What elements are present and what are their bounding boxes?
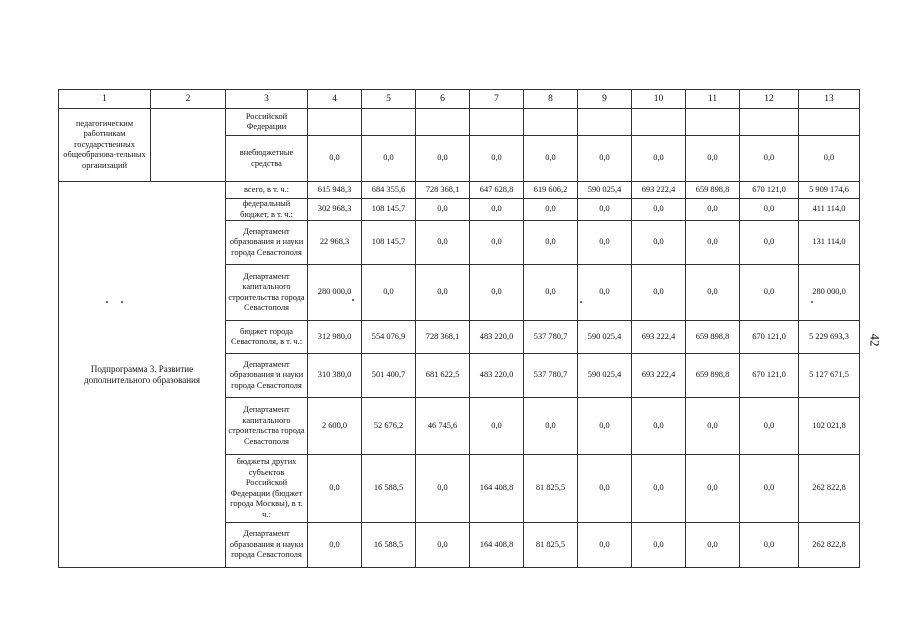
value-cell: 693 222,4 <box>632 182 686 199</box>
value-cell: 0,0 <box>740 455 799 523</box>
scan-speck <box>580 301 582 303</box>
value-cell: 81 825,5 <box>524 523 578 568</box>
table-row <box>59 182 860 199</box>
value-cell: 693 222,4 <box>632 321 686 354</box>
value-cell <box>740 109 799 136</box>
value-cell: 2 600,0 <box>308 398 362 455</box>
funding-source-cell: федеральный бюджет, в т. ч.: <box>226 199 308 221</box>
value-cell: 0,0 <box>308 455 362 523</box>
value-cell: 537 780,7 <box>524 321 578 354</box>
value-cell: 312 980,0 <box>308 321 362 354</box>
value-cell: 0,0 <box>470 265 524 321</box>
table-row <box>59 109 860 136</box>
value-cell: 670 121,0 <box>740 321 799 354</box>
value-cell: 0,0 <box>686 221 740 265</box>
value-cell: 0,0 <box>686 455 740 523</box>
value-cell: 0,0 <box>740 199 799 221</box>
value-cell: 590 025,4 <box>578 182 632 199</box>
value-cell: 5 229 693,3 <box>799 321 860 354</box>
value-cell: 590 025,4 <box>578 321 632 354</box>
value-cell: 0,0 <box>308 136 362 182</box>
column-header: 6 <box>416 90 470 109</box>
value-cell <box>686 109 740 136</box>
funding-source-cell: Департамент образования и науки города Севастополя <box>226 221 308 265</box>
value-cell: 684 355,6 <box>362 182 416 199</box>
value-cell: 164 408,8 <box>470 523 524 568</box>
value-cell: 16 588,5 <box>362 523 416 568</box>
value-cell: 5 909 174,6 <box>799 182 860 199</box>
value-cell: 0,0 <box>740 265 799 321</box>
page-number: 42 <box>867 333 883 347</box>
value-cell: 590 025,4 <box>578 354 632 398</box>
value-cell: 0,0 <box>686 199 740 221</box>
value-cell: 483 220,0 <box>470 321 524 354</box>
value-cell <box>524 109 578 136</box>
value-cell: 537 780,7 <box>524 354 578 398</box>
value-cell <box>416 109 470 136</box>
column-header: 7 <box>470 90 524 109</box>
value-cell: 0,0 <box>578 398 632 455</box>
value-cell: 0,0 <box>416 136 470 182</box>
funding-source-cell: бюджеты других субъектов Российской Федерации (бюджет города Москвы), в т. ч.: <box>226 455 308 523</box>
value-cell: 0,0 <box>686 398 740 455</box>
value-cell: 0,0 <box>470 221 524 265</box>
value-cell <box>308 109 362 136</box>
column-header: 11 <box>686 90 740 109</box>
funding-source-cell: Департамент образования и науки города Севастополя <box>226 354 308 398</box>
value-cell: 0,0 <box>524 265 578 321</box>
scan-speck <box>121 301 123 303</box>
funding-source-cell: Департамент образования и науки города Севастополя <box>226 523 308 568</box>
value-cell <box>632 109 686 136</box>
value-cell: 659 898,8 <box>686 321 740 354</box>
value-cell: 728 368,1 <box>416 182 470 199</box>
value-cell: 0,0 <box>632 221 686 265</box>
funding-source-cell: бюджет города Севастополя, в т. ч.: <box>226 321 308 354</box>
value-cell: 619 606,2 <box>524 182 578 199</box>
value-cell: 0,0 <box>686 136 740 182</box>
value-cell: 0,0 <box>799 136 860 182</box>
value-cell: 411 114,0 <box>799 199 860 221</box>
value-cell: 728 368,1 <box>416 321 470 354</box>
value-cell: 302 968,3 <box>308 199 362 221</box>
executor-cell <box>151 109 226 182</box>
value-cell <box>578 109 632 136</box>
column-header: 1 <box>59 90 151 109</box>
value-cell: 0,0 <box>740 523 799 568</box>
value-cell: 0,0 <box>470 199 524 221</box>
column-header: 4 <box>308 90 362 109</box>
value-cell: 0,0 <box>740 398 799 455</box>
value-cell: 16 588,5 <box>362 455 416 523</box>
value-cell: 0,0 <box>632 398 686 455</box>
value-cell: 0,0 <box>686 265 740 321</box>
value-cell: 108 145,7 <box>362 199 416 221</box>
value-cell: 0,0 <box>632 523 686 568</box>
column-header: 9 <box>578 90 632 109</box>
column-header: 8 <box>524 90 578 109</box>
value-cell: 5 127 671,5 <box>799 354 860 398</box>
value-cell <box>470 109 524 136</box>
value-cell: 262 822,8 <box>799 523 860 568</box>
value-cell: 0,0 <box>416 199 470 221</box>
value-cell: 0,0 <box>524 221 578 265</box>
value-cell: 0,0 <box>578 136 632 182</box>
scan-speck <box>352 299 354 301</box>
column-header: 5 <box>362 90 416 109</box>
value-cell: 0,0 <box>632 199 686 221</box>
value-cell: 102 021,8 <box>799 398 860 455</box>
value-cell: 693 222,4 <box>632 354 686 398</box>
value-cell: 0,0 <box>578 221 632 265</box>
value-cell: 0,0 <box>416 265 470 321</box>
value-cell <box>799 109 860 136</box>
funding-source-cell: Департамент капитального строительства города Севастополя <box>226 398 308 455</box>
value-cell: 131 114,0 <box>799 221 860 265</box>
value-cell: 0,0 <box>524 199 578 221</box>
budget-table <box>58 89 860 568</box>
value-cell: 0,0 <box>578 199 632 221</box>
funding-source-cell: Российской Федерации <box>226 109 308 136</box>
value-cell: 501 400,7 <box>362 354 416 398</box>
scan-speck <box>811 301 813 303</box>
value-cell: 310 380,0 <box>308 354 362 398</box>
value-cell: 483 220,0 <box>470 354 524 398</box>
value-cell: 0,0 <box>470 136 524 182</box>
value-cell: 670 121,0 <box>740 354 799 398</box>
value-cell <box>362 109 416 136</box>
value-cell: 0,0 <box>740 136 799 182</box>
value-cell: 0,0 <box>740 221 799 265</box>
value-cell: 0,0 <box>416 221 470 265</box>
value-cell: 659 898,8 <box>686 354 740 398</box>
value-cell: 0,0 <box>470 398 524 455</box>
value-cell: 0,0 <box>308 523 362 568</box>
value-cell: 280 000,0 <box>799 265 860 321</box>
value-cell: 0,0 <box>416 455 470 523</box>
value-cell: 0,0 <box>524 136 578 182</box>
column-header: 2 <box>151 90 226 109</box>
value-cell: 670 121,0 <box>740 182 799 199</box>
value-cell: 0,0 <box>632 455 686 523</box>
value-cell: 262 822,8 <box>799 455 860 523</box>
funding-source-cell: всего, в т. ч.: <box>226 182 308 199</box>
value-cell: 0,0 <box>632 265 686 321</box>
header-row <box>59 90 860 109</box>
value-cell: 647 628,8 <box>470 182 524 199</box>
column-header: 10 <box>632 90 686 109</box>
funding-source-cell: внебюджетные средства <box>226 136 308 182</box>
item-name-cell: педагогическим работникам государственных общеобразова-тельных организаций <box>59 109 151 182</box>
value-cell: 0,0 <box>632 136 686 182</box>
value-cell: 681 622,5 <box>416 354 470 398</box>
value-cell: 0,0 <box>578 265 632 321</box>
column-header: 13 <box>799 90 860 109</box>
value-cell: 0,0 <box>524 398 578 455</box>
value-cell: 46 745,6 <box>416 398 470 455</box>
value-cell: 0,0 <box>578 455 632 523</box>
value-cell: 164 408,8 <box>470 455 524 523</box>
value-cell: 554 076,9 <box>362 321 416 354</box>
value-cell: 22 968,3 <box>308 221 362 265</box>
value-cell: 0,0 <box>362 265 416 321</box>
value-cell: 0,0 <box>578 523 632 568</box>
value-cell: 0,0 <box>686 523 740 568</box>
subprogram-name-cell: Подпрограмма 3. Развитие дополнительного образования <box>59 182 226 568</box>
value-cell: 615 948,3 <box>308 182 362 199</box>
value-cell: 108 145,7 <box>362 221 416 265</box>
value-cell: 659 898,8 <box>686 182 740 199</box>
value-cell: 280 000,0 <box>308 265 362 321</box>
column-header: 12 <box>740 90 799 109</box>
value-cell: 52 676,2 <box>362 398 416 455</box>
value-cell: 0,0 <box>416 523 470 568</box>
scan-speck <box>106 301 108 303</box>
column-header: 3 <box>226 90 308 109</box>
value-cell: 81 825,5 <box>524 455 578 523</box>
funding-source-cell: Департамент капитального строительства города Севастополя <box>226 265 308 321</box>
value-cell: 0,0 <box>362 136 416 182</box>
